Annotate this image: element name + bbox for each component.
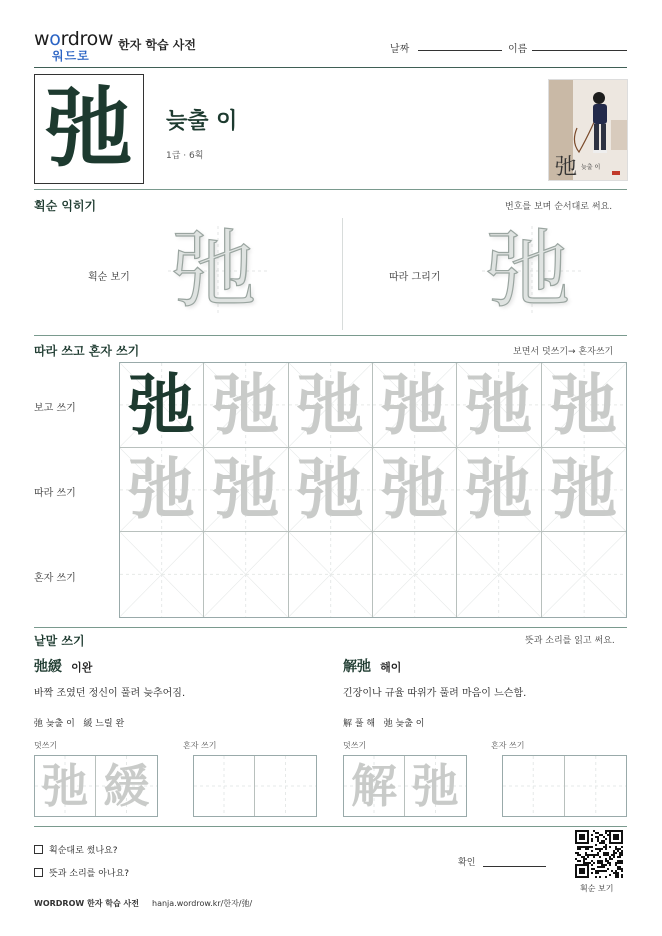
vocab-section-hint: 뜻과 소리를 읽고 써요.: [525, 636, 615, 646]
practice-cell[interactable]: [457, 448, 541, 533]
vocab-word-2-heading: [343, 656, 401, 676]
practice-cell[interactable]: [289, 532, 373, 617]
vocab-word-2-trace-label: 덧쓰기: [343, 741, 367, 750]
logo-korean: 워드로: [52, 49, 90, 63]
stroke-section-title: 획순 익히기: [34, 199, 97, 213]
hero-character: 弛: [46, 78, 132, 179]
row-label-solo: 혼자 쓰기: [34, 573, 76, 584]
vocab-trace-cell[interactable]: [96, 756, 157, 816]
vocab-word-2-solo-box[interactable]: [502, 755, 627, 817]
practice-cell[interactable]: [289, 448, 373, 533]
vocab-solo-cell[interactable]: [565, 756, 627, 816]
vocab-word-2: 解弛: [343, 659, 371, 675]
practice-cell[interactable]: [373, 448, 457, 533]
vocab-trace-character: 解: [351, 759, 397, 813]
trace-character: 弛: [297, 365, 364, 444]
practice-divider: [34, 627, 627, 628]
trace-character: 弛: [381, 450, 448, 529]
practice-cell[interactable]: [457, 363, 541, 448]
vocab-solo-cell[interactable]: [503, 756, 565, 816]
trace-character: 弛: [297, 450, 364, 529]
vocab-trace-cell[interactable]: [405, 756, 466, 816]
row-label-see: 보고 쓰기: [34, 403, 76, 414]
stroke-view-character: 弛: [172, 221, 257, 319]
vocab-word-1-solo-box[interactable]: [193, 755, 317, 817]
practice-cell[interactable]: [373, 532, 457, 617]
practice-cell[interactable]: [204, 363, 288, 448]
trace-character: 弛: [465, 365, 532, 444]
date-field[interactable]: [418, 50, 502, 51]
practice-cell[interactable]: [120, 363, 204, 448]
stroke-trace-label[interactable]: 따라 그리기: [389, 272, 441, 283]
practice-cell[interactable]: [204, 448, 288, 533]
vocab-word-1-reading: 이완: [71, 661, 93, 674]
vocab-trace-character: 緩: [103, 759, 150, 813]
vocab-word-2-solo-label: 혼자 쓰기: [491, 741, 525, 750]
meaning-sound: 늦출 이: [166, 109, 238, 134]
name-field[interactable]: [532, 50, 627, 51]
vocab-trace-character: 弛: [412, 759, 459, 813]
checklist-label: 뜻과 소리를 아나요?: [49, 869, 130, 879]
practice-cell[interactable]: [120, 448, 204, 533]
stroke-section-hint: 번호를 보며 순서대로 써요.: [505, 202, 613, 212]
cover-character: 弛: [555, 155, 578, 180]
vocab-word-1-trace-box[interactable]: [34, 755, 158, 817]
practice-cell[interactable]: [542, 363, 626, 448]
vocab-word-1-solo-label: 혼자 쓰기: [183, 741, 217, 750]
vocab-word-2-reading: 해이: [380, 661, 402, 674]
book-cover-image: [548, 79, 628, 181]
practice-cell[interactable]: [542, 532, 626, 617]
vocab-section-title: 낱말 쓰기: [34, 634, 85, 648]
checklist-label: 획순대로 썼나요?: [49, 846, 118, 856]
name-label: 이름: [508, 44, 528, 55]
trace-character: 弛: [465, 450, 532, 529]
stroke-view-label: 획순 보기: [88, 272, 130, 283]
checkbox[interactable]: [34, 845, 43, 854]
vocab-trace-character: 弛: [42, 759, 88, 813]
footer-url[interactable]: hanja.wordrow.kr/한자/弛/: [152, 899, 253, 908]
vocab-trace-cell[interactable]: [344, 756, 405, 816]
header-divider: [34, 67, 627, 68]
vocab-word-2-definition: 긴장이나 규율 따위가 풀려 마음이 느슨함.: [343, 688, 527, 699]
trace-character: 弛: [381, 365, 448, 444]
trace-character: 弛: [128, 450, 195, 529]
trace-character: 弛: [212, 365, 279, 444]
stroke-divider: [342, 218, 343, 330]
row-label-trace: 따라 쓰기: [34, 488, 76, 499]
cover-caption: 늦출 이: [581, 164, 601, 171]
checklist-meaning-sound[interactable]: [34, 866, 129, 879]
vocab-solo-cell[interactable]: [194, 756, 255, 816]
vocab-word-2-parts: 解 풀 해 弛 늦출 이: [343, 719, 425, 729]
confirm-label: 확인: [458, 858, 476, 868]
grade-strokes: 1급 · 6획: [166, 151, 204, 161]
footer-brand: WORDROW 한자 학습 사전: [34, 899, 139, 908]
practice-cell[interactable]: [289, 363, 373, 448]
confirm-signature-line[interactable]: [483, 866, 546, 867]
qr-code-icon[interactable]: [575, 830, 623, 878]
vocab-word-1-trace-label: 덧쓰기: [34, 741, 58, 750]
logo-wordrow: wordrow: [34, 28, 114, 50]
practice-cell[interactable]: [120, 532, 204, 617]
practice-section-hint: 보면서 덧쓰기→ 혼자쓰기: [513, 347, 614, 357]
practice-section-title: 따라 쓰고 혼자 쓰기: [34, 344, 140, 358]
model-character: 弛: [128, 365, 195, 444]
vocab-word-1-heading: [34, 656, 92, 676]
practice-grid: [119, 362, 627, 618]
hero-divider: [34, 189, 627, 190]
hero-character-box: [34, 74, 144, 184]
vocab-word-1-parts: 弛 늦출 이 緩 느릴 완: [34, 719, 125, 729]
trace-character: 弛: [550, 365, 617, 444]
practice-cell[interactable]: [542, 448, 626, 533]
vocab-word-2-trace-box[interactable]: [343, 755, 467, 817]
date-label: 날짜: [390, 44, 410, 55]
checklist-stroke-order[interactable]: [34, 843, 118, 856]
trace-character: 弛: [550, 450, 617, 529]
vocab-trace-cell[interactable]: [35, 756, 96, 816]
stroke-section-divider: [34, 335, 627, 336]
vocab-divider: [34, 826, 627, 827]
practice-cell[interactable]: [373, 363, 457, 448]
vocab-solo-cell[interactable]: [255, 756, 316, 816]
checkbox[interactable]: [34, 868, 43, 877]
qr-caption: 획순 보기: [580, 884, 614, 893]
vocab-word-1: 弛緩: [34, 659, 62, 675]
stroke-trace-character[interactable]: 弛: [486, 221, 571, 319]
practice-cell[interactable]: [457, 532, 541, 617]
app-title: 한자 학습 사전: [118, 38, 196, 52]
trace-character: 弛: [212, 450, 279, 529]
practice-cell[interactable]: [204, 532, 288, 617]
vocab-word-1-definition: 바짝 조였던 정신이 풀려 늦추어짐.: [34, 688, 186, 699]
